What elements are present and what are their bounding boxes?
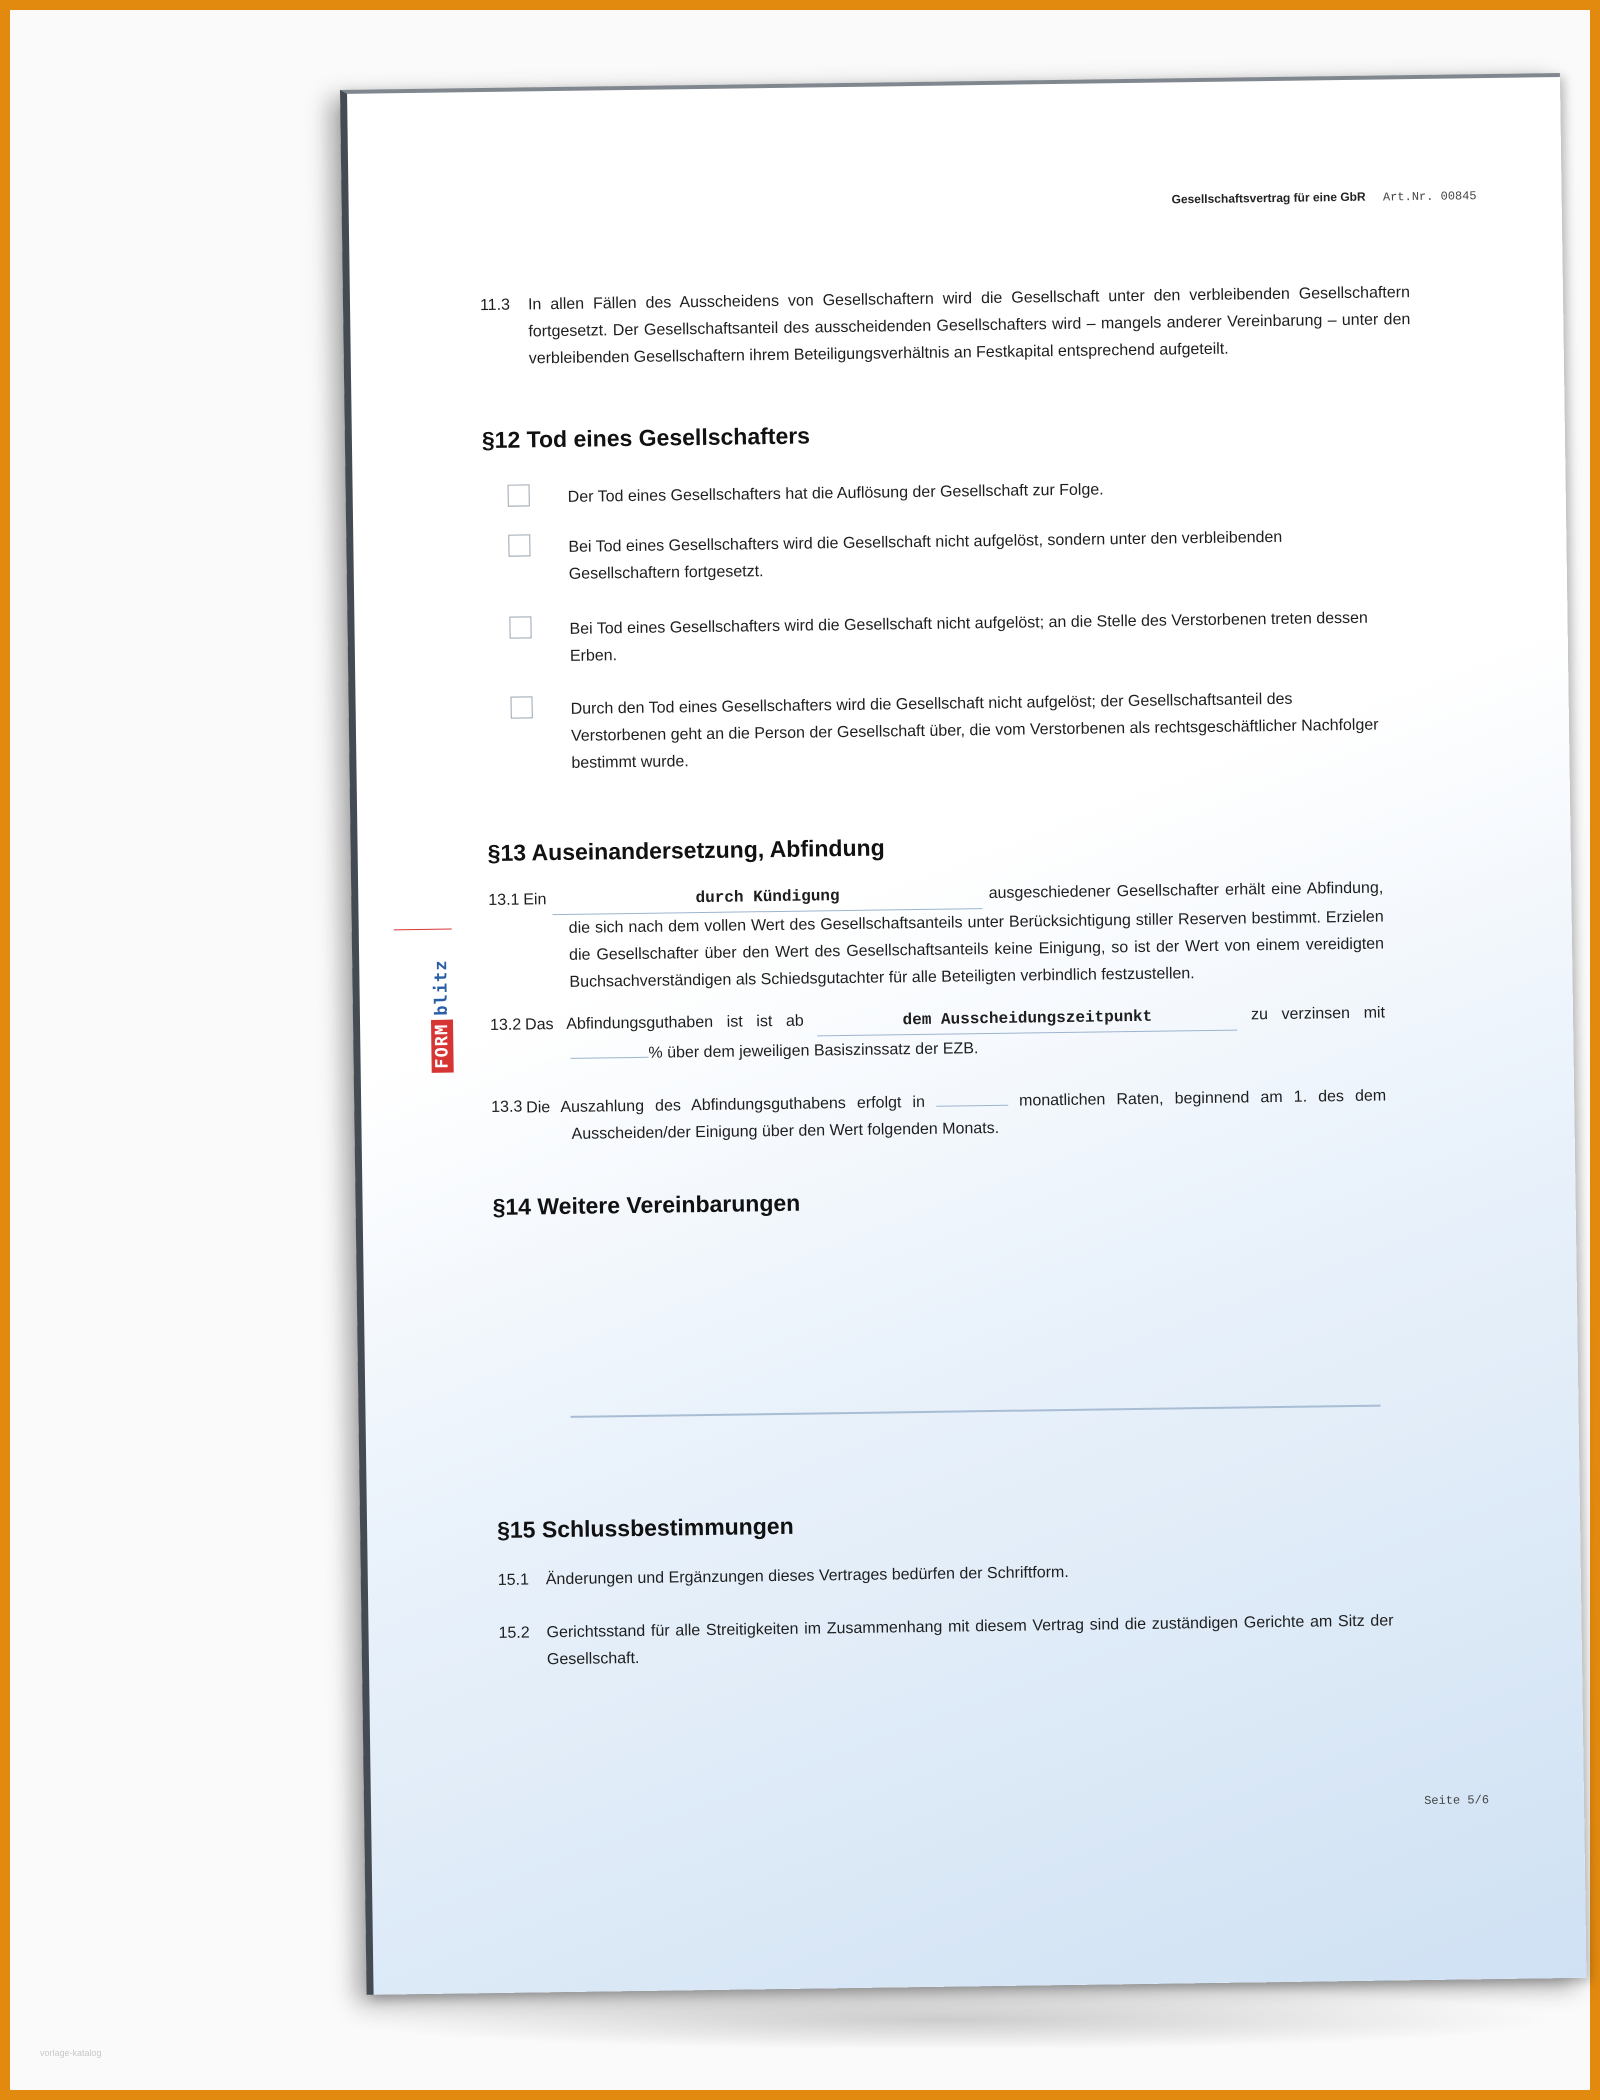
section-14-heading: §14 Weitere Vereinbarungen xyxy=(492,1189,801,1220)
fill-field-date[interactable]: dem Ausscheidungszeitpunkt xyxy=(817,1003,1237,1037)
clause-text-post: monatlichen Raten, beginnend am 1. des dem Ausscheiden/der Einigung über den Wert folgenden Monats. xyxy=(571,1087,1387,1143)
clause-number: 15.2 xyxy=(498,1624,530,1642)
document-preview xyxy=(340,90,1560,1995)
option-text: Der Tod eines Gesellschafters hat die Auflösung der Gesellschaft zur Folge. xyxy=(567,481,1104,506)
clause-text-pre: Ein xyxy=(523,891,547,909)
checkbox[interactable] xyxy=(508,484,530,506)
checkbox[interactable] xyxy=(509,616,531,638)
option-text: Bei Tod eines Gesellschafters wird die Gesellschaft nicht aufgelöst; an die Stelle des Verstorbenen treten dessen Erben. xyxy=(569,609,1368,665)
clause-text-post: ausgeschiedener Gesellschafter erhält eine Abfindung, die sich nach dem vollen Wert des Gesellschaftsanteils unter Berücksichtigung stiller Reserven bestimmt. Erzielen die Gesellschafter über den Wert des Gesellschaftsanteils keine Einigung, so ist der Wert von einem vereidigten Buchsachverständigen als Schiedsgutachter für alle Beteiligten verbindlich festzustellen. xyxy=(568,879,1385,991)
clause-text-pre: Die Auszahlung des Abfindungsguthabens erfolgt in xyxy=(526,1093,926,1117)
fill-field-installments[interactable] xyxy=(936,1087,1008,1107)
option-12-2[interactable] xyxy=(568,523,1379,588)
fill-field-rate[interactable] xyxy=(570,1039,648,1059)
clause-text-pre: Das Abfindungsguthaben ist ist ab xyxy=(524,1012,804,1034)
clause-number: 11.3 xyxy=(479,296,511,315)
clause-text-mid: zu verzinsen mit xyxy=(1250,1004,1386,1024)
clause-text-post: % über dem jeweiligen Basiszinssatz der EZB. xyxy=(648,1040,979,1062)
section-15-heading: §15 Schlussbestimmungen xyxy=(496,1512,794,1543)
checkbox[interactable] xyxy=(508,534,530,556)
clause-13-3 xyxy=(491,1081,1387,1148)
page-number: Seite 5/6 xyxy=(1424,1793,1490,1809)
free-text-line[interactable] xyxy=(571,1405,1381,1418)
section-12-heading: §12 Tod eines Gesellschafters xyxy=(481,422,811,454)
section-13-heading: §13 Auseinandersetzung, Abfindung xyxy=(487,834,885,867)
article-number: Art.Nr. 00845 xyxy=(1382,189,1477,205)
clause-15-2 xyxy=(498,1607,1394,1673)
document-title: Gesellschaftsvertrag für eine GbR xyxy=(1171,189,1366,207)
checkbox[interactable] xyxy=(510,696,532,718)
document-page xyxy=(340,73,1586,1995)
option-12-3[interactable] xyxy=(569,605,1380,670)
option-text: Durch den Tod eines Gesellschafters wird die Gesellschaft nicht aufgelöst; der Gesellschaftsanteil des Verstorbenen geht an die Person der Gesellschaft über, die vom Verstorbenen als rechtsgeschäftlicher Nachfolger bestimmt wurde. xyxy=(570,690,1379,772)
brand-rule xyxy=(394,929,452,931)
clause-number: 15.1 xyxy=(497,1571,530,1589)
clause-text: In allen Fällen des Ausscheidens von Gesellschaftern wird die Gesellschaft unter den verbleibenden Gesellschaftern fortgesetzt. Der Gesellschaftsanteil des ausscheidenden Gesellschafters wird – mangels anderer Vereinbarung – unter den verbleibenden Gesellschaftern ihrem Beteiligungsverhältnis an Festkapital entsprechend aufgeteilt. xyxy=(527,284,1411,368)
watermark-text: vorlage-katalog xyxy=(40,2048,102,2058)
page-header xyxy=(1171,188,1476,207)
clause-13-2 xyxy=(490,1000,1386,1069)
clause-text: Gerichtsstand für alle Streitigkeiten im Zusammenhang mit diesem Vertrag sind die zuständigen Gerichte am Sitz der Gesellschaft. xyxy=(546,1612,1394,1669)
page-shadow xyxy=(330,1990,1560,2050)
clause-13-1 xyxy=(488,875,1384,997)
clause-text: Änderungen und Ergänzungen dieses Vertrages bedürfen der Schriftform. xyxy=(545,1563,1069,1589)
clause-number: 13.1 xyxy=(488,891,520,910)
clause-15-1 xyxy=(498,1554,1393,1593)
formblitz-logo: FORMblitz xyxy=(431,955,453,1072)
option-12-4[interactable] xyxy=(570,685,1381,777)
clause-number: 13.3 xyxy=(491,1098,523,1116)
fill-field-reason[interactable]: durch Kündigung xyxy=(552,881,982,915)
clause-11-3 xyxy=(480,279,1411,373)
option-text: Bei Tod eines Gesellschafters wird die Gesellschaft nicht aufgelöst, sondern unter den verbleibenden Gesellschaftern fortgesetzt. xyxy=(568,528,1283,583)
option-12-1[interactable] xyxy=(568,473,1378,511)
clause-number: 13.2 xyxy=(489,1016,522,1034)
